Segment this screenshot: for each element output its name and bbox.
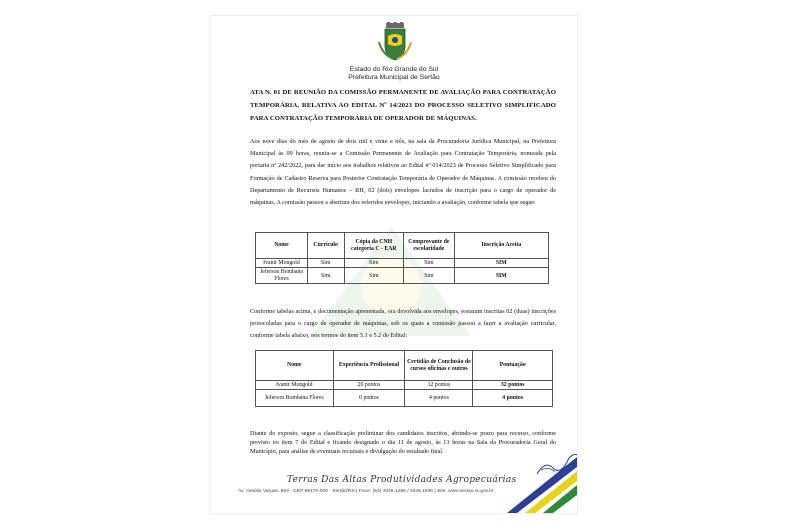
table-header: Certidão de Conclusão de cursos oficinas e outros	[405, 351, 473, 381]
table-cell: 20 pontos	[333, 381, 405, 390]
table-cell: Sim	[344, 259, 404, 268]
slogan: Terras Das Altas Produtividades Agropecuárias	[287, 475, 517, 485]
footer-address: Av. Getúlio Vargas, 563 - CEP 99170-000 - Sertão/RS | Fone: (54) 3345.1295 / 3345.1836 | Site: www.sertao.rs.gov.br	[238, 489, 494, 494]
table-header: Nome	[256, 233, 308, 259]
table-header: Cópia da CNH categoria C - EAR	[344, 233, 404, 259]
table-cell: Jeferson Bombana Flores	[256, 268, 308, 284]
table-header: Nome	[256, 351, 334, 381]
table-row	[256, 381, 553, 390]
table-header: Comprovante de escolaridade	[404, 233, 454, 259]
table-cell: Sim	[307, 268, 344, 284]
municipal-crest-icon	[377, 22, 413, 62]
table-cell: SIM	[454, 259, 548, 268]
table-cell: 32 pontos	[473, 381, 553, 390]
table-row	[256, 390, 553, 407]
table-header: Inscrição Aceita	[454, 233, 548, 259]
table-cell: SIM	[454, 268, 548, 284]
table-cell: Sim	[404, 259, 454, 268]
table-row	[256, 259, 549, 268]
table-row	[256, 268, 549, 284]
document-title: ATA N. 01 DE REUNIÃO DA COMISSÃO PERMANENTE DE AVALIAÇÃO PARA CONTRATAÇÃO TEMPORÁRIA, RELATIVA AO EDITAL Nº 14/2023 DO PROCESSO SELETIVO SIMPLIFICADO PARA CONTRATAÇÃO TEMPORÁRIA DE OPERADOR DE MÁQUINAS.	[250, 89, 556, 122]
table-header: Currículo	[307, 233, 344, 259]
table-cell: Ivanir Mongold	[256, 381, 334, 390]
table-cell: Sim	[404, 268, 454, 284]
table-cell: Ivanir Mongold	[256, 259, 308, 268]
paragraph-intro: Aos nove dias do mês de agosto de dois mil e vinte e três, na sala da Procuradoria Jurídica Municipal, na Prefeitura Municipal às 09 horas, reuniu-se a Comissão Permanente de Avaliação para Contratação Temporária, nomeada pela portaria nº 242/2022, para dar início aos trabalhos relativos ao Edital nº 014/2023 de Processo Seletivo Simplificado para Formação de Cadastro Reserva para Posterior Contratação Temporária de Operador de Máquinas. A comissão recebeu do Departamento de Recursos Humanos – RH, 02 (dois) envelopes lacrados de inscrição para o cargo de operador de máquinas. A comissão passou a abertura dos referidos envelopes, iniciando a avaliação, conforme tabela que segue:	[250, 138, 556, 207]
admission-table	[255, 232, 549, 284]
table-header: Pontuação	[473, 351, 553, 381]
document-page	[211, 16, 577, 513]
paragraph-evaluation: Conforme tabelas acima, e documentação apresentada, ora devolvida aos envelopes, restaram inscritas 02 (duas) inscrições protocoladas para o cargo de operador de máquinas, sob os quais a comissão passou a fazer a avaliação curricular, conforme tabela abaixo, nos termos do item 5.1 e 5.2 do Edital:	[250, 308, 556, 340]
table-cell: 4 pontos	[473, 390, 553, 407]
table-cell: 0 pontos	[333, 390, 405, 407]
table-header: Experiência Profissional	[333, 351, 405, 381]
table-cell: Jeferson Bombana Flores	[256, 390, 334, 407]
scoring-table	[255, 350, 553, 407]
table-cell: 4 pontos	[405, 390, 473, 407]
paragraph-conclusion: Diante do exposto, segue a classificação preliminar dos candidatos inscritos, abrindo-se prazo para recurso, conforme previsto no item 7 do Edital e ficando designado o dia 11 de agosto, às 13 horas na Sala da Procuradoria Geral do Município, para análise de eventuais recursais e divulgação do resultado final.	[250, 430, 556, 455]
table-cell: Sim	[344, 268, 404, 284]
table-cell: 12 pontos	[405, 381, 473, 390]
corner-stripes-icon	[507, 457, 577, 513]
table-cell: Sim	[307, 259, 344, 268]
header-city: Prefeitura Municipal de Sertão	[348, 74, 440, 81]
header-state: Estado do Rio Grande do Sul	[349, 66, 439, 73]
